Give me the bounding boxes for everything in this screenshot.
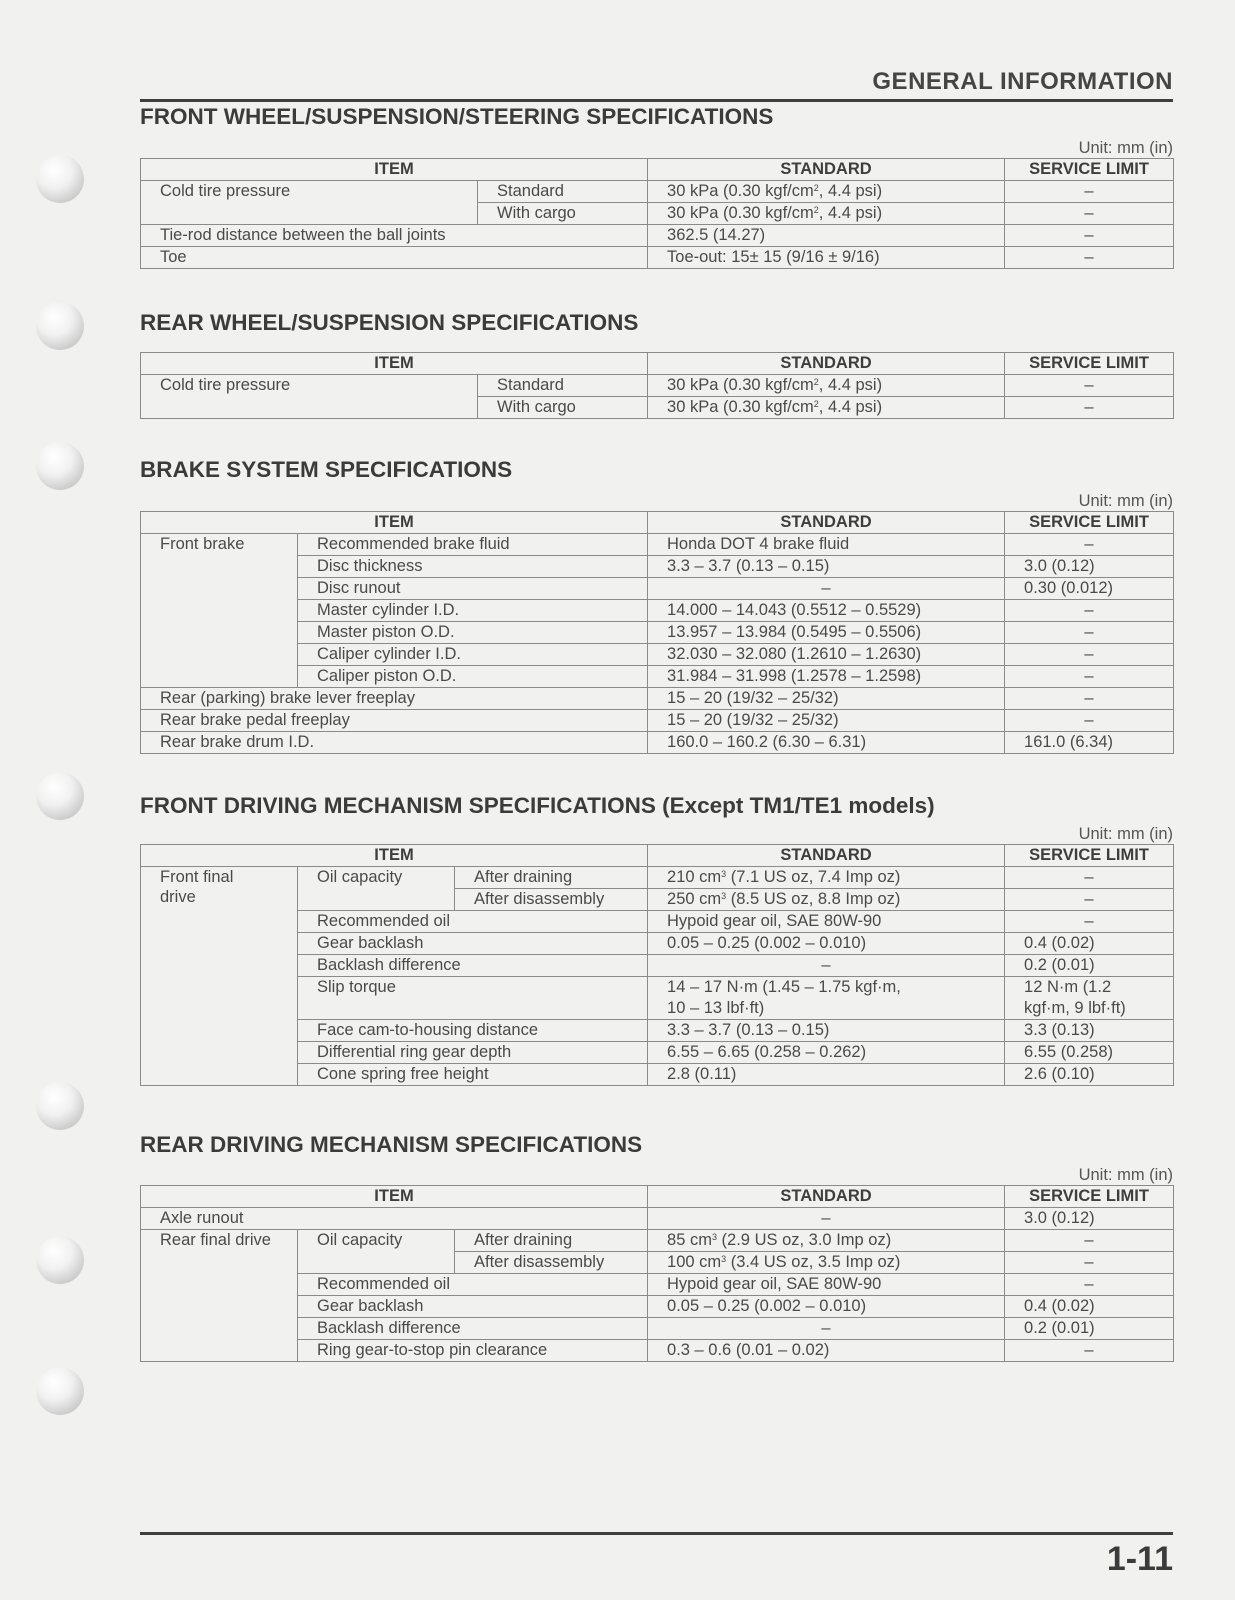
- standard-cell: 30 kPa (0.30 kgf/$cm^2$, 4.4 psi): [648, 397, 1005, 419]
- standard-cell: 0.05 – 0.25 (0.002 – 0.010): [648, 1296, 1005, 1318]
- rear-wheel-section: [140, 310, 1173, 419]
- standard-cell: 0.05 – 0.25 (0.002 – 0.010): [648, 933, 1005, 955]
- group-cell: Rear final drive: [141, 1230, 298, 1362]
- item-cell: Backlash difference: [298, 1318, 648, 1340]
- table-header-row: [141, 512, 1174, 534]
- limit-cell: 12 N·m (1.2: [1005, 977, 1174, 999]
- column-header: SERVICE LIMIT: [1005, 845, 1174, 867]
- standard-cell: 15 – 20 (19/32 – 25/32): [648, 710, 1005, 732]
- group-cell: Front brake: [141, 534, 298, 688]
- limit-cell: –: [1005, 181, 1174, 203]
- empty-cell: [298, 998, 648, 1020]
- item-cell: Rear brake drum I.D.: [141, 732, 648, 754]
- item-cell: Toe: [141, 247, 648, 269]
- limit-cell: –: [1005, 1340, 1174, 1362]
- table-row: [141, 534, 1174, 556]
- chapter-title: GENERAL INFORMATION: [872, 68, 1173, 95]
- standard-cell: 31.984 – 31.998 (1.2578 – 1.2598): [648, 666, 1005, 688]
- item-cell: Cold tire pressure: [141, 181, 478, 225]
- table-row: [141, 867, 1174, 889]
- limit-cell: 3.0 (0.12): [1005, 1208, 1174, 1230]
- item-cell: Disc runout: [298, 578, 648, 600]
- column-header: ITEM: [141, 512, 648, 534]
- standard-cell: 3.3 – 3.7 (0.13 – 0.15): [648, 1020, 1005, 1042]
- limit-cell: 161.0 (6.34): [1005, 732, 1174, 754]
- limit-cell: –: [1005, 1274, 1174, 1296]
- standard-cell: 0.3 – 0.6 (0.01 – 0.02): [648, 1340, 1005, 1362]
- table-row: [141, 1208, 1174, 1230]
- unit-label: Unit: mm (in): [1078, 1166, 1173, 1184]
- standard-cell: –: [648, 1318, 1005, 1340]
- subitem-cell: After draining: [455, 867, 648, 889]
- unit-label: Unit: mm (in): [1078, 139, 1173, 157]
- standard-cell: 14.000 – 14.043 (0.5512 – 0.5529): [648, 600, 1005, 622]
- unit-label: Unit: mm (in): [1078, 825, 1173, 843]
- standard-cell: –: [648, 955, 1005, 977]
- column-header: ITEM: [141, 845, 648, 867]
- column-header: SERVICE LIMIT: [1005, 512, 1174, 534]
- column-header: SERVICE LIMIT: [1005, 159, 1174, 181]
- item-cell: Axle runout: [141, 1208, 648, 1230]
- item-cell: Recommended oil: [298, 911, 648, 933]
- standard-cell: 30 kPa (0.30 kgf/$cm^2$, 4.4 psi): [648, 375, 1005, 397]
- header-rule: [140, 99, 1173, 102]
- unit-label: Unit: mm (in): [1078, 492, 1173, 510]
- table-row: [141, 375, 1174, 397]
- front-wheel-table: [140, 158, 1174, 269]
- standard-cell: –: [648, 1208, 1005, 1230]
- item-cell: Oil capacity: [298, 1230, 455, 1274]
- footer-rule: [140, 1532, 1173, 1535]
- table-row: [141, 247, 1174, 269]
- standard-cell: 250 $cm^3$ (8.5 US oz, 8.8 Imp oz): [648, 889, 1005, 911]
- item-cell: Slip torque: [298, 977, 648, 999]
- rear-drive-section: [140, 1132, 1173, 1362]
- item-cell: Rear brake pedal freeplay: [141, 710, 648, 732]
- table-header-row: [141, 159, 1174, 181]
- rear-drive-table: [140, 1185, 1174, 1362]
- limit-cell: –: [1005, 1252, 1174, 1274]
- standard-cell: Honda DOT 4 brake fluid: [648, 534, 1005, 556]
- item-cell: Master cylinder I.D.: [298, 600, 648, 622]
- standard-cell: 100 $cm^3$ (3.4 US oz, 3.5 Imp oz): [648, 1252, 1005, 1274]
- subitem-cell: After draining: [455, 1230, 648, 1252]
- section-title: BRAKE SYSTEM SPECIFICATIONS: [140, 457, 513, 482]
- limit-cell: –: [1005, 203, 1174, 225]
- binder-hole: [36, 1236, 84, 1284]
- table-row: [141, 710, 1174, 732]
- standard-cell: 362.5 (14.27): [648, 225, 1005, 247]
- limit-cell: 0.4 (0.02): [1005, 933, 1174, 955]
- standard-cell: 14 – 17 N·m (1.45 – 1.75 kgf·m,: [648, 977, 1005, 999]
- limit-cell: –: [1005, 1230, 1174, 1252]
- item-cell: Cone spring free height: [298, 1064, 648, 1086]
- table-row: [141, 181, 1174, 203]
- standard-cell: 13.957 – 13.984 (0.5495 – 0.5506): [648, 622, 1005, 644]
- binder-hole: [36, 1082, 84, 1130]
- item-cell: Recommended oil: [298, 1274, 648, 1296]
- subitem-cell: Standard: [478, 181, 648, 203]
- column-header: SERVICE LIMIT: [1005, 1186, 1174, 1208]
- table-row: [141, 688, 1174, 710]
- standard-cell: 30 kPa (0.30 kgf/$cm^2$, 4.4 psi): [648, 203, 1005, 225]
- limit-cell: 2.6 (0.10): [1005, 1064, 1174, 1086]
- limit-cell: 3.3 (0.13): [1005, 1020, 1174, 1042]
- front-wheel-section: [140, 104, 1173, 269]
- item-cell: Gear backlash: [298, 933, 648, 955]
- section-title: FRONT WHEEL/SUSPENSION/STEERING SPECIFICATIONS: [140, 104, 774, 129]
- limit-cell: 0.4 (0.02): [1005, 1296, 1174, 1318]
- limit-cell: –: [1005, 644, 1174, 666]
- subitem-cell: After disassembly: [455, 1252, 648, 1274]
- standard-cell: 32.030 – 32.080 (1.2610 – 1.2630): [648, 644, 1005, 666]
- subitem-cell: Standard: [478, 375, 648, 397]
- limit-cell: –: [1005, 397, 1174, 419]
- front-drive-table: [140, 844, 1174, 1086]
- column-header: SERVICE LIMIT: [1005, 353, 1174, 375]
- limit-cell: –: [1005, 889, 1174, 911]
- table-row: [141, 732, 1174, 754]
- standard-cell: Toe-out: 15± 15 (9/16 ± 9/16): [648, 247, 1005, 269]
- standard-cell: 210 $cm^3$ (7.1 US oz, 7.4 Imp oz): [648, 867, 1005, 889]
- group-cell: Front final drive: [141, 867, 298, 1086]
- standard-cell: Hypoid gear oil, SAE 80W-90: [648, 911, 1005, 933]
- limit-cell: 0.30 (0.012): [1005, 578, 1174, 600]
- item-cell: Gear backlash: [298, 1296, 648, 1318]
- item-cell: Backlash difference: [298, 955, 648, 977]
- binder-hole: [36, 155, 84, 203]
- standard-cell: 160.0 – 160.2 (6.30 – 6.31): [648, 732, 1005, 754]
- limit-cell: –: [1005, 911, 1174, 933]
- limit-cell: –: [1005, 375, 1174, 397]
- standard-cell: Hypoid gear oil, SAE 80W-90: [648, 1274, 1005, 1296]
- rear-wheel-table: [140, 352, 1174, 419]
- item-cell: Caliper cylinder I.D.: [298, 644, 648, 666]
- item-cell: Caliper piston O.D.: [298, 666, 648, 688]
- subitem-cell: With cargo: [478, 203, 648, 225]
- subitem-cell: With cargo: [478, 397, 648, 419]
- standard-cell: 6.55 – 6.65 (0.258 – 0.262): [648, 1042, 1005, 1064]
- item-cell: Face cam-to-housing distance: [298, 1020, 648, 1042]
- item-cell: Tie-rod distance between the ball joints: [141, 225, 648, 247]
- limit-cell: –: [1005, 247, 1174, 269]
- item-cell: Master piston O.D.: [298, 622, 648, 644]
- section-title: FRONT DRIVING MECHANISM SPECIFICATIONS (Except TM1/TE1 models): [140, 793, 935, 818]
- item-cell: Ring gear-to-stop pin clearance: [298, 1340, 648, 1362]
- item-cell: Differential ring gear depth: [298, 1042, 648, 1064]
- limit-cell: –: [1005, 600, 1174, 622]
- limit-cell: –: [1005, 622, 1174, 644]
- item-cell: Disc thickness: [298, 556, 648, 578]
- column-header: STANDARD: [648, 512, 1005, 534]
- table-row: [141, 225, 1174, 247]
- column-header: STANDARD: [648, 353, 1005, 375]
- front-drive-section: [140, 793, 1173, 1086]
- limit-cell: –: [1005, 225, 1174, 247]
- limit-cell: 0.2 (0.01): [1005, 955, 1174, 977]
- limit-cell: kgf·m, 9 lbf·ft): [1005, 998, 1174, 1020]
- limit-cell: 6.55 (0.258): [1005, 1042, 1174, 1064]
- standard-cell: 85 $cm^3$ (2.9 US oz, 3.0 Imp oz): [648, 1230, 1005, 1252]
- binder-hole: [36, 442, 84, 490]
- table-row: [141, 1230, 1174, 1252]
- column-header: ITEM: [141, 353, 648, 375]
- limit-cell: –: [1005, 688, 1174, 710]
- standard-cell: 2.8 (0.11): [648, 1064, 1005, 1086]
- item-cell: Recommended brake fluid: [298, 534, 648, 556]
- limit-cell: 0.2 (0.01): [1005, 1318, 1174, 1340]
- column-header: STANDARD: [648, 845, 1005, 867]
- page-number: 1-11: [1106, 1540, 1173, 1578]
- limit-cell: –: [1005, 534, 1174, 556]
- limit-cell: –: [1005, 666, 1174, 688]
- table-header-row: [141, 353, 1174, 375]
- brake-section: [140, 457, 1173, 754]
- item-cell: Rear (parking) brake lever freeplay: [141, 688, 648, 710]
- item-cell: Cold tire pressure: [141, 375, 478, 419]
- standard-cell: 10 – 13 lbf·ft): [648, 998, 1005, 1020]
- binder-hole: [36, 1367, 84, 1415]
- binder-hole: [36, 302, 84, 350]
- brake-table: [140, 511, 1174, 754]
- limit-cell: –: [1005, 867, 1174, 889]
- column-header: STANDARD: [648, 159, 1005, 181]
- binder-hole: [36, 772, 84, 820]
- column-header: ITEM: [141, 159, 648, 181]
- standard-cell: –: [648, 578, 1005, 600]
- subitem-cell: After disassembly: [455, 889, 648, 911]
- table-header-row: [141, 845, 1174, 867]
- section-title: REAR DRIVING MECHANISM SPECIFICATIONS: [140, 1132, 643, 1157]
- column-header: ITEM: [141, 1186, 648, 1208]
- limit-cell: 3.0 (0.12): [1005, 556, 1174, 578]
- item-cell: Oil capacity: [298, 867, 455, 911]
- table-header-row: [141, 1186, 1174, 1208]
- standard-cell: 30 kPa (0.30 kgf/$cm^2$, 4.4 psi): [648, 181, 1005, 203]
- standard-cell: 3.3 – 3.7 (0.13 – 0.15): [648, 556, 1005, 578]
- column-header: STANDARD: [648, 1186, 1005, 1208]
- limit-cell: –: [1005, 710, 1174, 732]
- standard-cell: 15 – 20 (19/32 – 25/32): [648, 688, 1005, 710]
- binder-holes: [36, 0, 88, 1600]
- section-title: REAR WHEEL/SUSPENSION SPECIFICATIONS: [140, 310, 639, 335]
